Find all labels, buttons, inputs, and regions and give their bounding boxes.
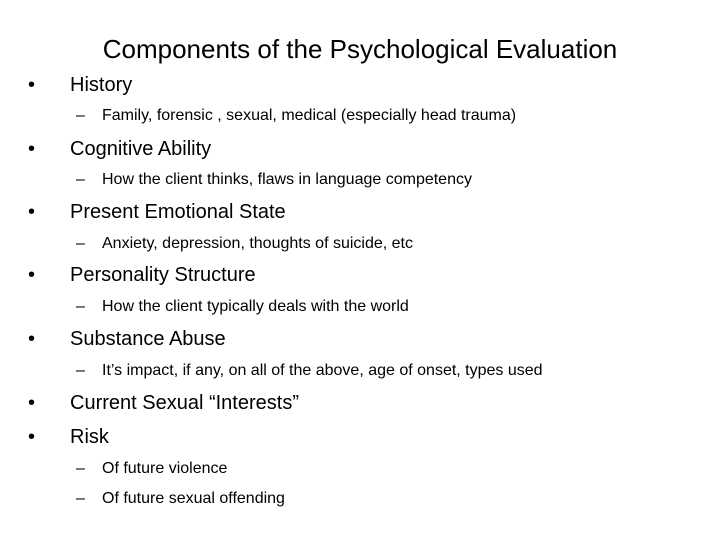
sub-item <box>76 233 413 255</box>
bullet-item-personality-structure <box>28 262 256 288</box>
sub-item-text: Of future violence <box>102 460 228 477</box>
sub-item-text: Family, forensic , sexual, medical (especially head trauma) <box>102 107 517 124</box>
bullet-glyph: • <box>28 392 36 414</box>
bullet-glyph: • <box>28 138 36 160</box>
bullet-label: Substance Abuse <box>70 328 226 350</box>
dash-glyph: – <box>76 171 85 188</box>
dash-glyph: – <box>76 235 85 252</box>
bullet-item-history <box>28 72 132 98</box>
sub-item <box>76 296 409 318</box>
sub-item-text: How the client typically deals with the world <box>102 298 409 315</box>
bullet-item-risk <box>28 424 109 450</box>
dash-glyph: – <box>76 107 85 124</box>
bullet-glyph: • <box>28 328 36 350</box>
bullet-label: Risk <box>70 426 109 448</box>
dash-glyph: – <box>76 490 85 507</box>
dash-glyph: – <box>76 298 85 315</box>
sub-item <box>76 458 227 480</box>
sub-item <box>76 360 543 382</box>
bullet-label: Current Sexual “Interests” <box>70 392 299 414</box>
bullet-glyph: • <box>28 201 36 223</box>
bullet-glyph: • <box>28 264 36 286</box>
sub-item <box>76 105 516 127</box>
sub-item-text: Anxiety, depression, thoughts of suicide, etc <box>102 235 413 252</box>
bullet-label: Present Emotional State <box>70 201 286 223</box>
sub-item <box>76 169 472 191</box>
bullet-item-current-sexual-interests <box>28 390 299 416</box>
bullet-item-cognitive-ability <box>28 136 211 162</box>
sub-item-text: Of future sexual offending <box>102 490 285 507</box>
bullet-label: History <box>70 74 133 96</box>
sub-item <box>76 488 285 510</box>
bullet-glyph: • <box>28 74 36 96</box>
bullet-item-substance-abuse <box>28 326 226 352</box>
bullet-item-present-emotional-state <box>28 199 286 225</box>
slide-title: Components of the Psychological Evaluation <box>102 34 618 64</box>
bullet-label: Personality Structure <box>70 264 256 286</box>
bullet-glyph: • <box>28 426 36 448</box>
dash-glyph: – <box>76 460 85 477</box>
bullet-label: Cognitive Ability <box>70 138 212 160</box>
dash-glyph: – <box>76 362 85 379</box>
sub-item-text: How the client thinks, flaws in language competency <box>102 171 472 188</box>
sub-item-text: It’s impact, if any, on all of the above, age of onset, types used <box>102 362 543 379</box>
